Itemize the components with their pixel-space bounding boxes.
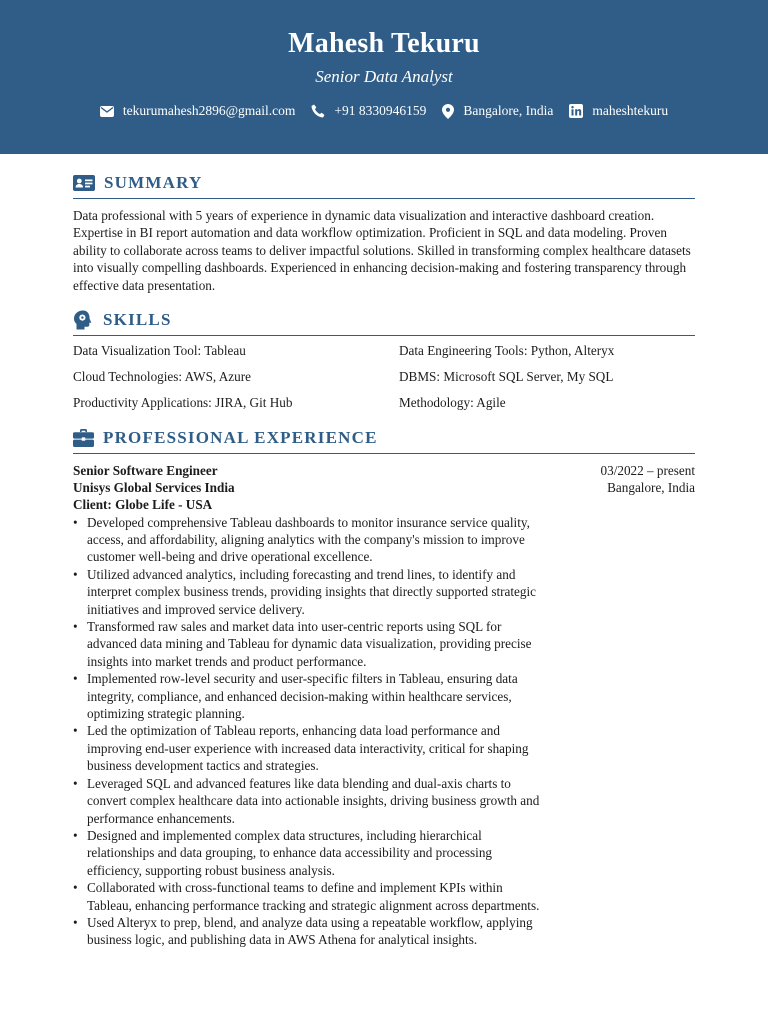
job-bullet: • Implemented row-level security and user-specific filters in Tableau, ensuring data integrity, compliance, and enhanced decision-making within healthcare services, optimizing strategic planning.	[73, 670, 543, 722]
contact-linkedin[interactable]	[569, 103, 668, 119]
candidate-title: Senior Data Analyst	[315, 67, 453, 86]
experience-heading	[73, 427, 695, 454]
summary-section	[73, 172, 695, 294]
linkedin-text[interactable]: maheshtekuru	[592, 103, 669, 118]
id-card-icon	[73, 175, 104, 191]
location-text: Bangalore, India	[463, 103, 554, 118]
contact-bar	[0, 103, 768, 119]
candidate-name: Mahesh Tekuru	[288, 28, 480, 59]
head-idea-icon	[73, 310, 103, 330]
skill-item: Methodology: Agile	[399, 394, 506, 410]
skill-item: Productivity Applications: JIRA, Git Hub	[73, 394, 293, 410]
skill-item: Cloud Technologies: AWS, Azure	[73, 368, 251, 384]
phone-text[interactable]: +91 8330946159	[334, 103, 427, 118]
job-client: Client: Globe Life - USA	[73, 497, 213, 513]
job-bullet: • Designed and implemented complex data structures, including hierarchical relationships and data grouping, to enhance data accessibility and processing efficiency, supporting robust business analysis.	[73, 827, 543, 879]
resume-header	[0, 0, 768, 154]
experience-section	[73, 427, 695, 949]
experience-title: PROFESSIONAL EXPERIENCE	[103, 428, 378, 447]
skills-section	[73, 309, 695, 411]
job-right-info	[601, 462, 696, 496]
briefcase-icon	[73, 429, 103, 447]
contact-phone[interactable]	[311, 103, 426, 119]
job-bullet-list	[73, 514, 543, 949]
job-dates: 03/2022 – present	[600, 463, 695, 478]
job-bullet: • Led the optimization of Tableau reports, enhancing data load performance and improving end-user experience with increased data interactivity, critical for shaping business development tactics and strategies.	[73, 722, 543, 774]
summary-paragraph: Data professional with 5 years of experience in dynamic data visualization and interactive dashboard creation. Expertise in BI report automation and data workflow optimization. Proficient in SQL and data modeling. Proven ability to collaborate across teams to deliver impactful solutions. Skilled in transforming complex healthcare datasets into visually compelling dashboards. Experienced in enhancing decision-making and fostering transparency through effective data presentation.	[73, 208, 691, 293]
job-bullet: • Transformed raw sales and market data into user-centric reports using SQL for advanced data mining and Tableau for dynamic data visualization, providing precise insights into market trends and product performance.	[73, 618, 543, 670]
skill-item: Data Engineering Tools: Python, Alteryx	[399, 343, 615, 358]
job-bullet: • Collaborated with cross-functional teams to define and implement KPIs within Tableau, enhancing performance tracking and strategic alignment across departments.	[73, 879, 543, 914]
job-role: Senior Software Engineer	[73, 463, 218, 478]
job-bullet: • Used Alteryx to prep, blend, and analyze data using a repeatable workflow, applying business logic, and publishing data in AWS Athena for analytical insights.	[73, 914, 543, 949]
linkedin-icon	[569, 104, 583, 118]
job-header	[73, 462, 695, 514]
job-bullet: • Leveraged SQL and advanced features like data blending and dual-axis charts to convert complex healthcare data into actionable insights, driving business growth and performance enhancements.	[73, 775, 543, 827]
skill-item: Data Visualization Tool: Tableau	[73, 343, 246, 358]
summary-heading	[73, 172, 695, 199]
job-bullet: • Developed comprehensive Tableau dashboards to monitor insurance service quality, access, and affordability, aligning analytics with the company's mission to improve customer well-being and drive operational excellence.	[73, 514, 543, 566]
envelope-icon	[100, 106, 114, 117]
skill-item: DBMS: Microsoft SQL Server, My SQL	[399, 368, 614, 384]
skills-grid	[73, 342, 695, 411]
skills-heading	[73, 309, 695, 336]
skills-title: SKILLS	[103, 310, 172, 329]
summary-title: SUMMARY	[104, 173, 203, 192]
contact-location	[442, 103, 553, 119]
contact-email[interactable]	[100, 103, 296, 119]
job-bullet: • Utilized advanced analytics, including forecasting and trend lines, to identify and interpret complex business trends, providing insights that directly supported strategic initiatives and improved service delivery.	[73, 566, 543, 618]
job-company: Unisys Global Services India	[73, 480, 235, 496]
phone-icon	[311, 104, 325, 118]
job-location: Bangalore, India	[607, 480, 695, 496]
location-pin-icon	[442, 104, 454, 119]
email-text[interactable]: tekurumahesh2896@gmail.com	[122, 103, 296, 118]
